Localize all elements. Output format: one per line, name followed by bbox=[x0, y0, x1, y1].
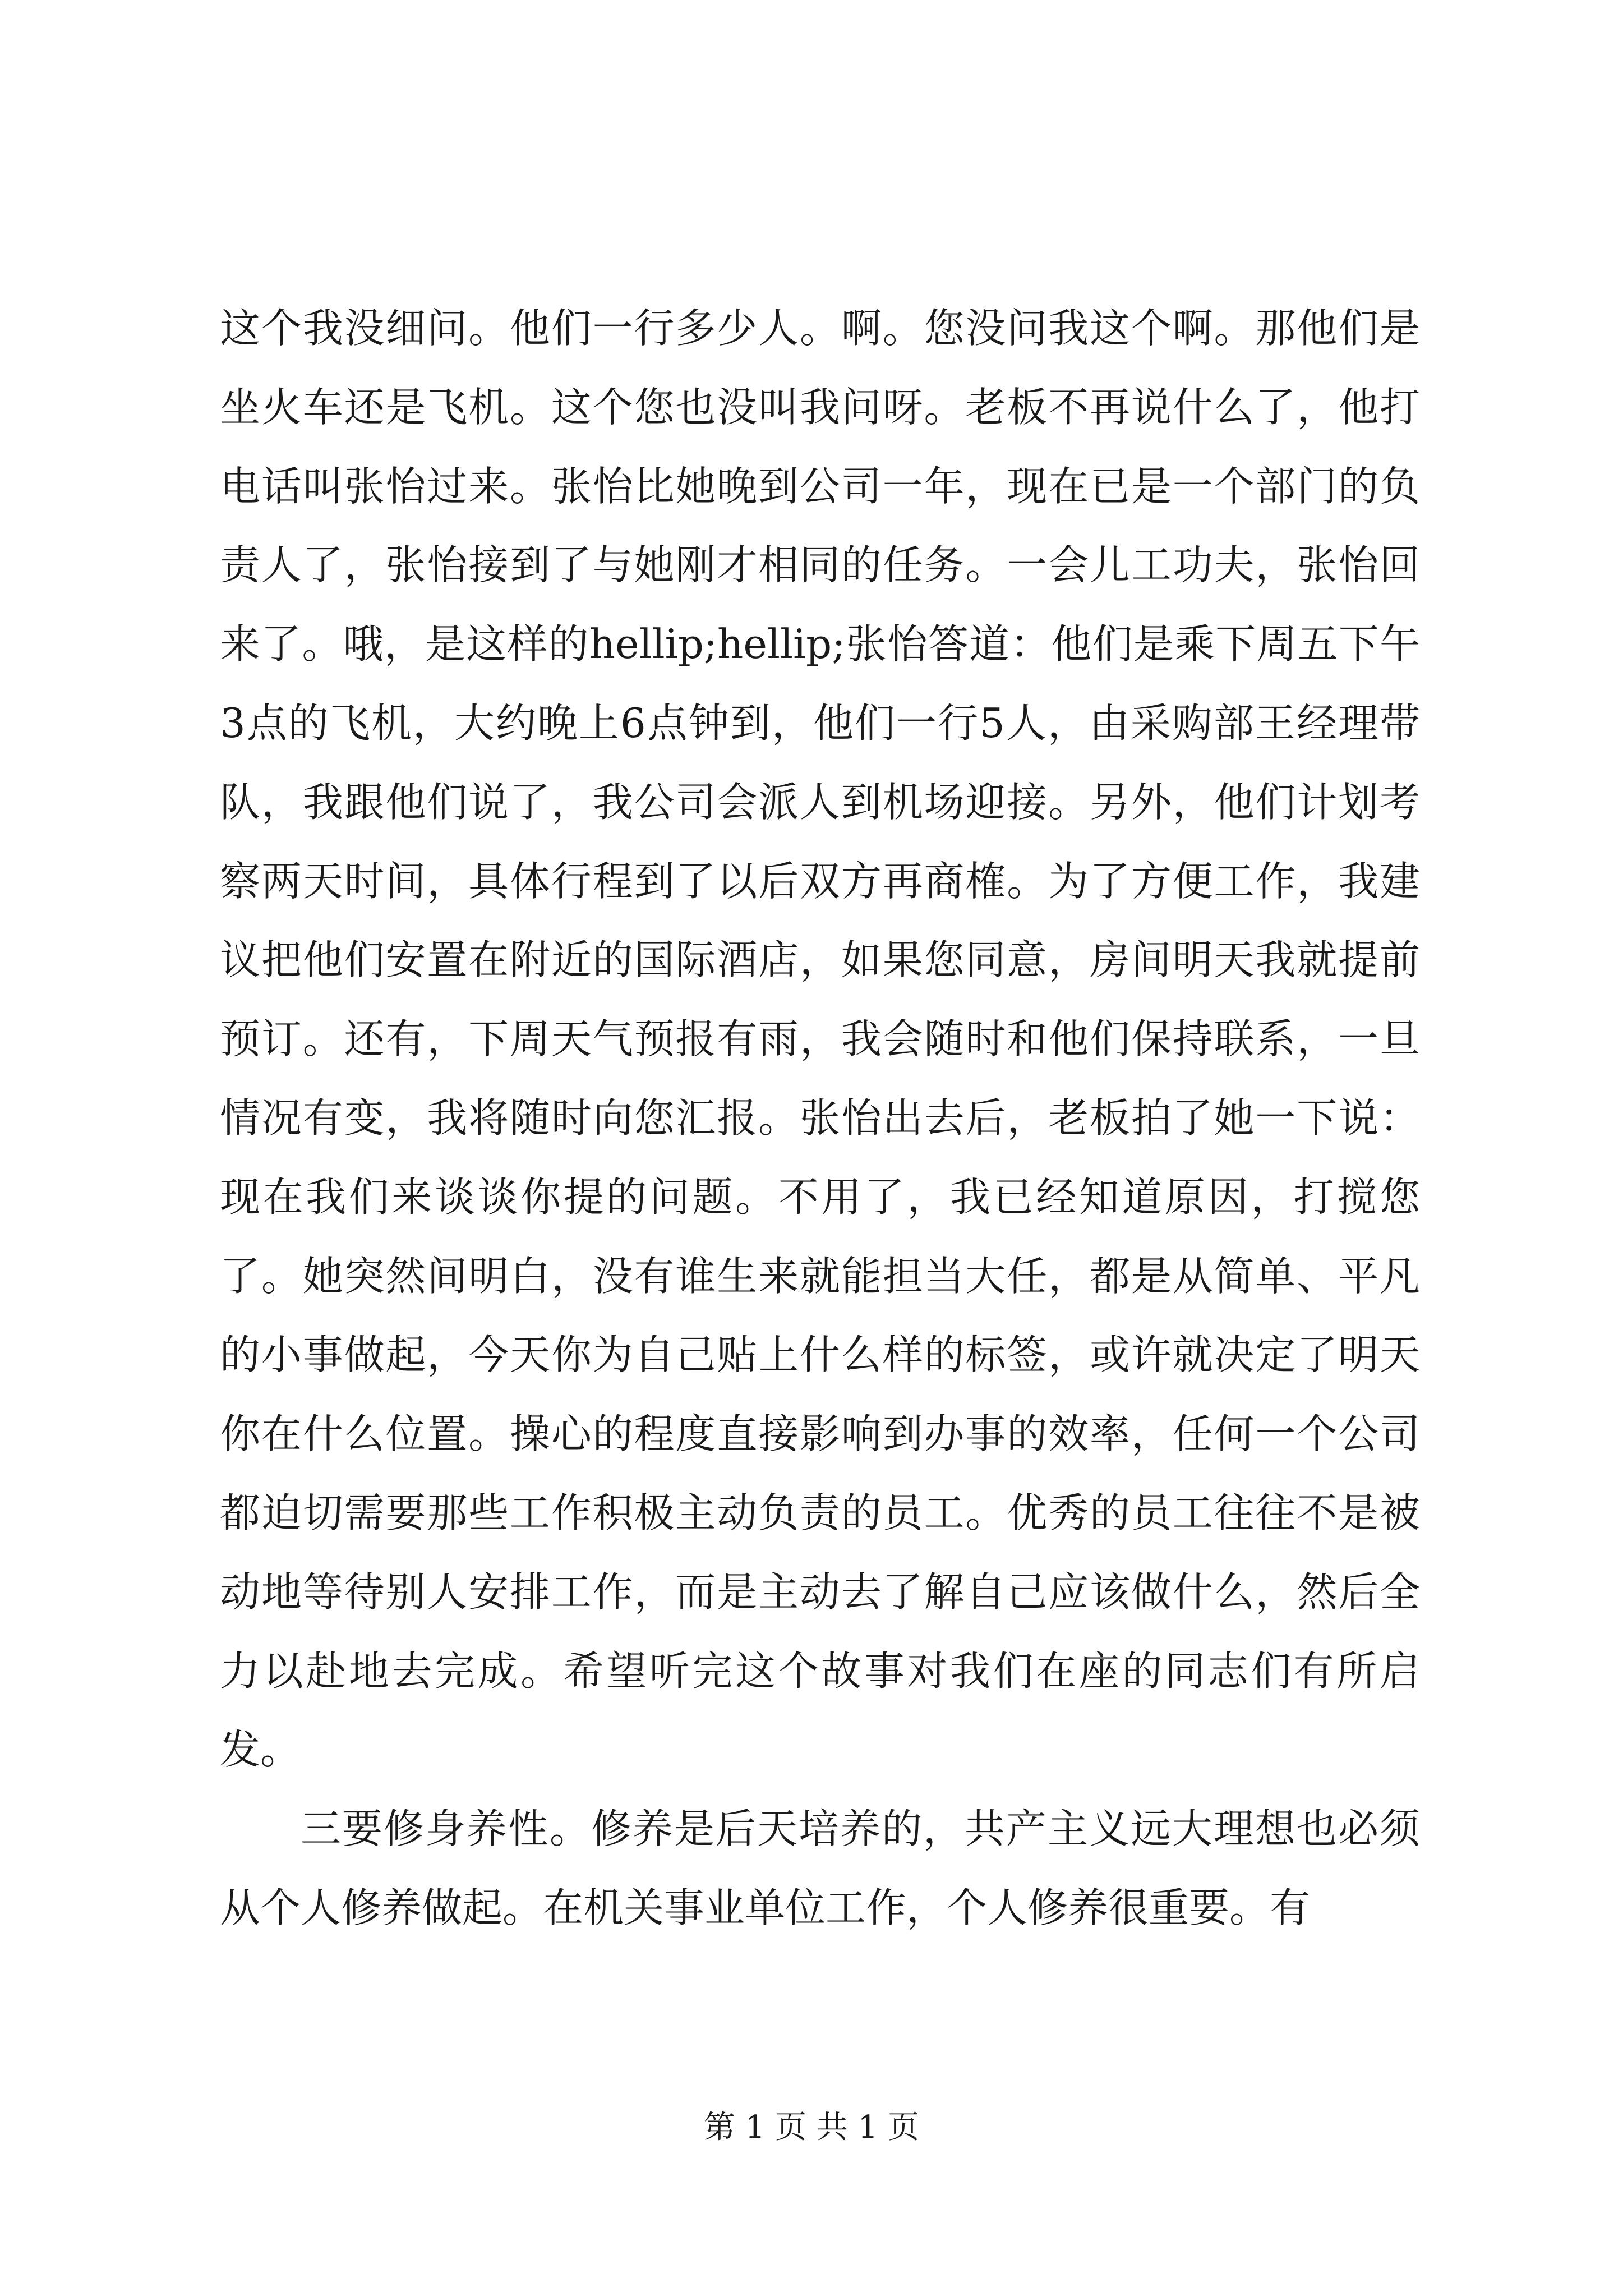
body-paragraph-1: 这个我没细问。他们一行多少人。啊。您没问我这个啊。那他们是坐火车还是飞机。这个您也没叫我问呀。老板不再说什么了，他打电话叫张怡过来。张怡比她晚到公司一年，现在已是一个部门的负责人了，张怡接到了与她刚才相同的任务。一会儿工功夫，张怡回来了。哦，是这样的hellip;hellip;张怡答道：他们是乘下周五下午3点的飞机，大约晚上6点钟到，他们一行5人，由采购部王经理带队，我跟他们说了，我公司会派人到机场迎接。另外，他们计划考察两天时间，具体行程到了以后双方再商榷。为了方便工作，我建议把他们安置在附近的国际酒店，如果您同意，房间明天我就提前预订。还有，下周天气预报有雨，我会随时和他们保持联系，一旦情况有变，我将随时向您汇报。张怡出去后，老板拍了她一下说：现在我们来谈谈你提的问题。不用了，我已经知道原因，打搅您了。她突然间明白，没有谁生来就能担当大任，都是从简单、平凡的小事做起，今天你为自己贴上什么样的标签，或许就决定了明天你在什么位置。操心的程度直接影响到办事的效率，任何一个公司都迫切需要那些工作积极主动负责的员工。优秀的员工往往不是被动地等待别人安排工作，而是主动去了解自己应该做什么，然后全力以赴地去完成。希望听完这个故事对我们在座的同志们有所启发。 bbox=[220, 305, 1420, 1774]
document-body bbox=[220, 289, 1420, 1948]
page-footer: 第 1 页 共 1 页 bbox=[703, 2109, 920, 2146]
body-paragraph-2: 三要修身养性。修养是后天培养的，共产主义远大理想也必须从个人修养做起。在机关事业单位工作，个人修养很重要。有 bbox=[220, 1805, 1420, 1931]
